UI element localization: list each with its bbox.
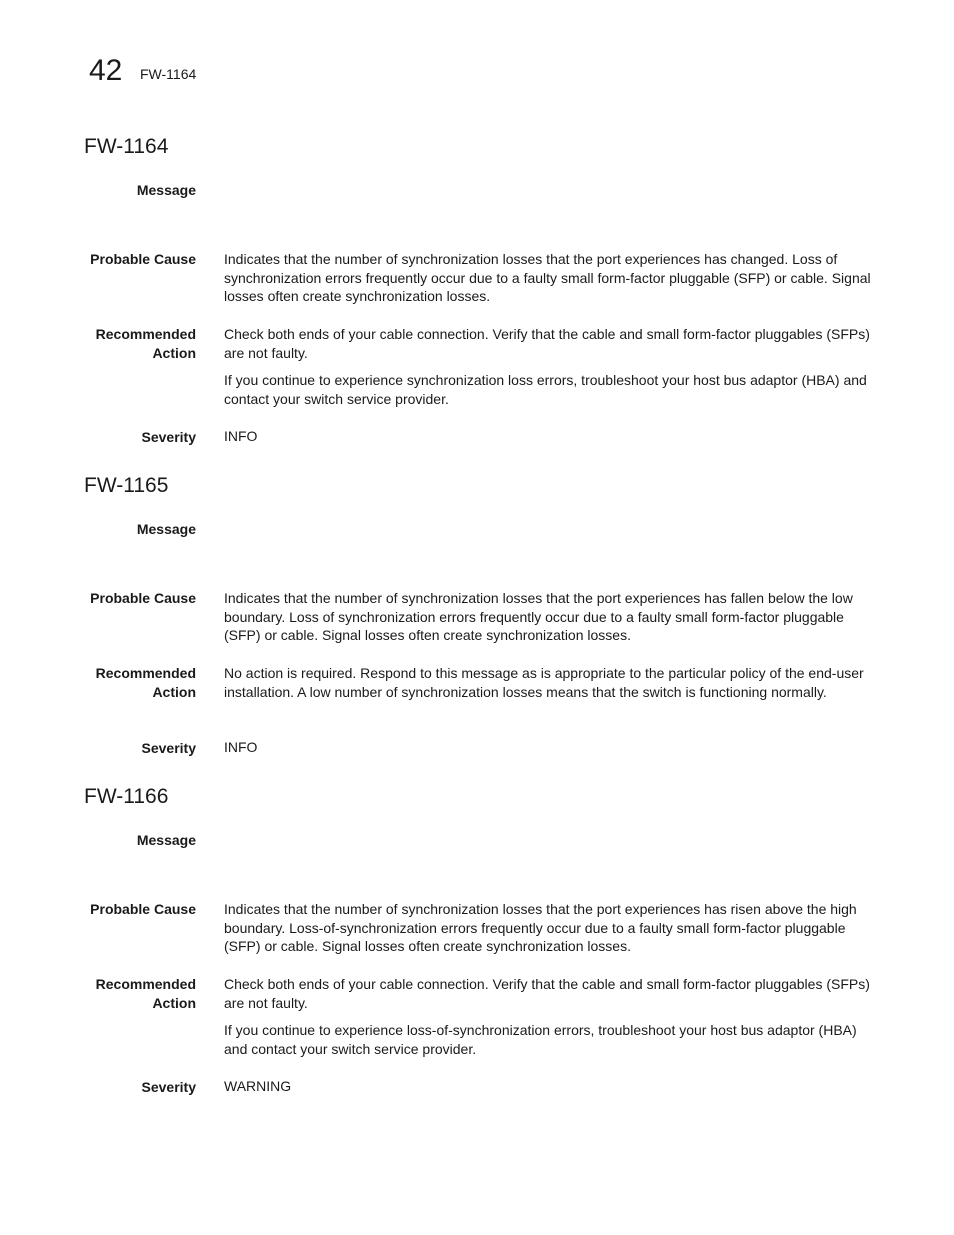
severity-value: WARNING xyxy=(224,1078,292,1094)
severity-label: Severity xyxy=(141,1079,196,1095)
recommended-action-paragraph: If you continue to experience loss-of-synchronization errors, troubleshoot your host bus adaptor (HBA) and contact your switch service provider. xyxy=(224,1022,857,1057)
probable-cause-text xyxy=(224,250,872,306)
recommended-label-line1: Recommended xyxy=(95,976,196,992)
message-label: Message xyxy=(136,521,196,537)
recommended-action-label xyxy=(56,975,196,1012)
section-title: FW-1165 xyxy=(84,474,169,497)
probable-cause-label: Probable Cause xyxy=(90,590,196,606)
message-label: Message xyxy=(136,832,196,848)
probable-cause-paragraph: Indicates that the number of synchronization losses that the port experiences has fallen below the low boundary. Loss of synchronization errors frequently occur due to a faulty small form-factor pluggable (SFP) or cable. Signal losses often create synchronization losses. xyxy=(224,590,853,643)
chapter-number: 42 xyxy=(89,54,123,87)
recommended-action-paragraph: Check both ends of your cable connection. Verify that the cable and small form-factor pluggables (SFPs) are not faulty. xyxy=(224,976,870,1011)
message-label: Message xyxy=(136,182,196,198)
probable-cause-paragraph: Indicates that the number of synchronization losses that the port experiences has risen above the high boundary. Loss-of-synchronization errors frequently occur due to a faulty small form-factor pluggable (SFP) or cable. Signal losses often create synchronization losses. xyxy=(224,901,857,954)
recommended-action-label xyxy=(56,664,196,701)
recommended-action-paragraph: If you continue to experience synchronization loss errors, troubleshoot your host bus adaptor (HBA) and contact your switch service provider. xyxy=(224,372,867,407)
section-title: FW-1166 xyxy=(84,785,169,808)
probable-cause-paragraph: Indicates that the number of synchronization losses that the port experiences has changed. Loss of synchronization errors frequently occur due to a faulty small form-factor pluggable (SFP) or cable. Signal losses often create synchronization losses. xyxy=(224,251,871,304)
recommended-action-text xyxy=(224,664,872,701)
probable-cause-text xyxy=(224,589,872,645)
severity-label: Severity xyxy=(141,429,196,445)
recommended-label-line1: Recommended xyxy=(95,326,196,342)
recommended-action-text xyxy=(224,325,872,408)
severity-value: INFO xyxy=(224,428,258,444)
action-label-line2: Action xyxy=(152,683,196,700)
severity-value: INFO xyxy=(224,739,258,755)
recommended-action-label xyxy=(56,325,196,362)
probable-cause-text xyxy=(224,900,872,956)
recommended-action-paragraph: No action is required. Respond to this message as is appropriate to the particular policy of the end-user installation. A low number of synchronization losses means that the switch is functioning normally. xyxy=(224,665,864,700)
action-label-line2: Action xyxy=(152,994,196,1011)
action-label-line2: Action xyxy=(152,344,196,361)
recommended-label-line1: Recommended xyxy=(95,665,196,681)
section-title: FW-1164 xyxy=(84,135,169,158)
probable-cause-label: Probable Cause xyxy=(90,901,196,917)
recommended-action-text xyxy=(224,975,872,1058)
recommended-action-paragraph: Check both ends of your cable connection. Verify that the cable and small form-factor pluggables (SFPs) are not faulty. xyxy=(224,326,870,361)
probable-cause-label: Probable Cause xyxy=(90,251,196,267)
running-title: FW-1164 xyxy=(140,66,197,82)
severity-label: Severity xyxy=(141,740,196,756)
